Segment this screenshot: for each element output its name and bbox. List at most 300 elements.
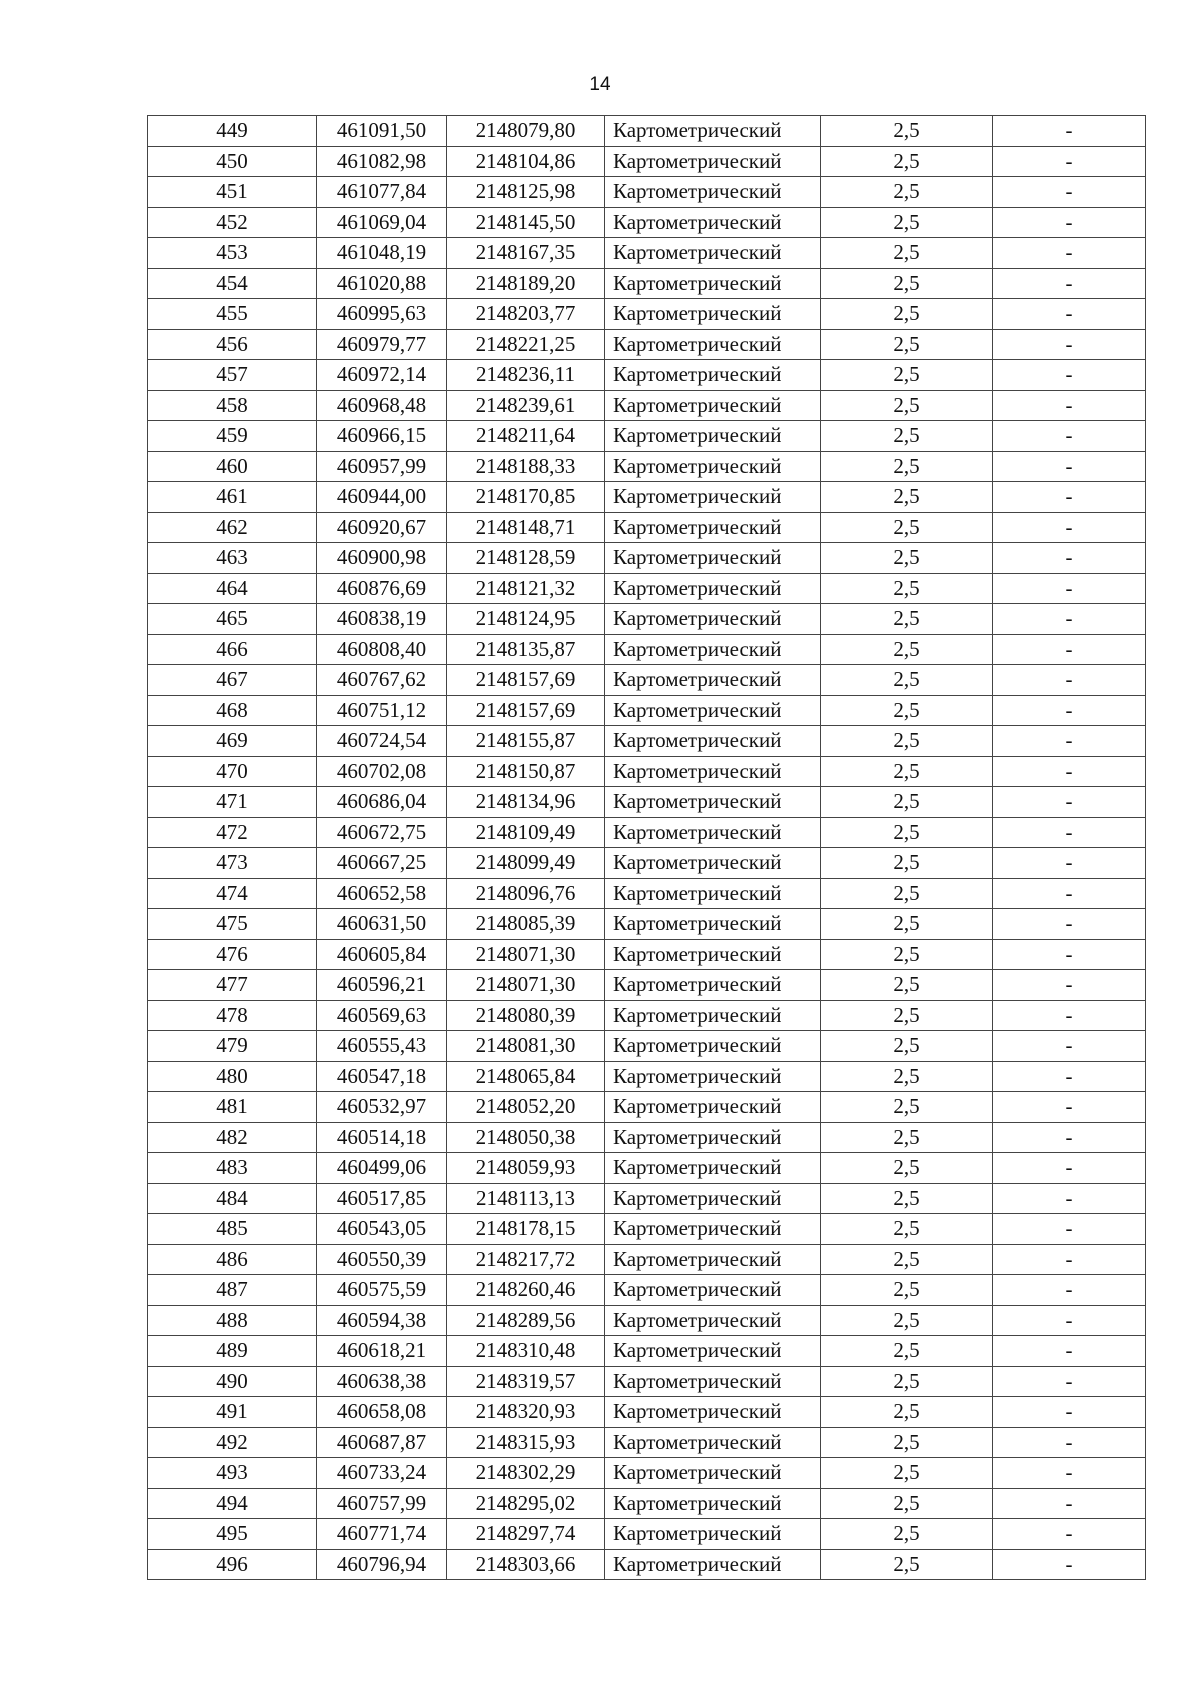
table-row [148, 1336, 1146, 1367]
note-cell: - [993, 1061, 1146, 1092]
table-row [148, 970, 1146, 1001]
point-number-cell: 457 [148, 360, 317, 391]
y-coordinate-cell: 2148295,02 [447, 1488, 605, 1519]
y-coordinate-cell: 2148124,95 [447, 604, 605, 635]
x-coordinate-cell: 460605,84 [317, 939, 447, 970]
y-coordinate-cell: 2148178,15 [447, 1214, 605, 1245]
y-coordinate-cell: 2148148,71 [447, 512, 605, 543]
point-number-cell: 469 [148, 726, 317, 757]
y-coordinate-cell: 2148203,77 [447, 299, 605, 330]
x-coordinate-cell: 460757,99 [317, 1488, 447, 1519]
x-coordinate-cell: 460687,87 [317, 1427, 447, 1458]
x-coordinate-cell: 460514,18 [317, 1122, 447, 1153]
x-coordinate-cell: 460838,19 [317, 604, 447, 635]
method-cell: Картометрический [605, 482, 821, 513]
y-coordinate-cell: 2148071,30 [447, 970, 605, 1001]
accuracy-cell: 2,5 [821, 1519, 993, 1550]
point-number-cell: 488 [148, 1305, 317, 1336]
note-cell: - [993, 543, 1146, 574]
x-coordinate-cell: 461020,88 [317, 268, 447, 299]
table-row [148, 512, 1146, 543]
accuracy-cell: 2,5 [821, 878, 993, 909]
note-cell: - [993, 360, 1146, 391]
point-number-cell: 453 [148, 238, 317, 269]
note-cell: - [993, 207, 1146, 238]
accuracy-cell: 2,5 [821, 1153, 993, 1184]
accuracy-cell: 2,5 [821, 970, 993, 1001]
x-coordinate-cell: 460532,97 [317, 1092, 447, 1123]
method-cell: Картометрический [605, 1061, 821, 1092]
point-number-cell: 458 [148, 390, 317, 421]
x-coordinate-cell: 460733,24 [317, 1458, 447, 1489]
method-cell: Картометрический [605, 543, 821, 574]
table-row [148, 1092, 1146, 1123]
table-row [148, 299, 1146, 330]
note-cell: - [993, 848, 1146, 879]
accuracy-cell: 2,5 [821, 116, 993, 147]
coordinates-table-body [148, 116, 1146, 1580]
method-cell: Картометрический [605, 360, 821, 391]
note-cell: - [993, 1275, 1146, 1306]
point-number-cell: 481 [148, 1092, 317, 1123]
y-coordinate-cell: 2148085,39 [447, 909, 605, 940]
accuracy-cell: 2,5 [821, 1092, 993, 1123]
point-number-cell: 491 [148, 1397, 317, 1428]
note-cell: - [993, 970, 1146, 1001]
x-coordinate-cell: 461077,84 [317, 177, 447, 208]
x-coordinate-cell: 460686,04 [317, 787, 447, 818]
table-row [148, 1031, 1146, 1062]
point-number-cell: 471 [148, 787, 317, 818]
y-coordinate-cell: 2148302,29 [447, 1458, 605, 1489]
y-coordinate-cell: 2148260,46 [447, 1275, 605, 1306]
note-cell: - [993, 695, 1146, 726]
accuracy-cell: 2,5 [821, 665, 993, 696]
x-coordinate-cell: 460767,62 [317, 665, 447, 696]
y-coordinate-cell: 2148310,48 [447, 1336, 605, 1367]
x-coordinate-cell: 460652,58 [317, 878, 447, 909]
accuracy-cell: 2,5 [821, 421, 993, 452]
accuracy-cell: 2,5 [821, 1031, 993, 1062]
note-cell: - [993, 329, 1146, 360]
table-row [148, 268, 1146, 299]
point-number-cell: 485 [148, 1214, 317, 1245]
y-coordinate-cell: 2148145,50 [447, 207, 605, 238]
y-coordinate-cell: 2148217,72 [447, 1244, 605, 1275]
x-coordinate-cell: 460543,05 [317, 1214, 447, 1245]
y-coordinate-cell: 2148135,87 [447, 634, 605, 665]
x-coordinate-cell: 460499,06 [317, 1153, 447, 1184]
accuracy-cell: 2,5 [821, 1305, 993, 1336]
method-cell: Картометрический [605, 756, 821, 787]
table-row [148, 695, 1146, 726]
point-number-cell: 475 [148, 909, 317, 940]
method-cell: Картометрический [605, 299, 821, 330]
y-coordinate-cell: 2148211,64 [447, 421, 605, 452]
x-coordinate-cell: 460968,48 [317, 390, 447, 421]
table-row [148, 573, 1146, 604]
table-row [148, 726, 1146, 757]
accuracy-cell: 2,5 [821, 1549, 993, 1580]
point-number-cell: 459 [148, 421, 317, 452]
note-cell: - [993, 177, 1146, 208]
accuracy-cell: 2,5 [821, 238, 993, 269]
method-cell: Картометрический [605, 726, 821, 757]
method-cell: Картометрический [605, 1122, 821, 1153]
y-coordinate-cell: 2148134,96 [447, 787, 605, 818]
accuracy-cell: 2,5 [821, 604, 993, 635]
method-cell: Картометрический [605, 1549, 821, 1580]
note-cell: - [993, 299, 1146, 330]
note-cell: - [993, 1397, 1146, 1428]
method-cell: Картометрический [605, 1244, 821, 1275]
table-row [148, 1427, 1146, 1458]
accuracy-cell: 2,5 [821, 543, 993, 574]
point-number-cell: 454 [148, 268, 317, 299]
method-cell: Картометрический [605, 604, 821, 635]
note-cell: - [993, 1488, 1146, 1519]
point-number-cell: 472 [148, 817, 317, 848]
method-cell: Картометрический [605, 329, 821, 360]
point-number-cell: 482 [148, 1122, 317, 1153]
y-coordinate-cell: 2148081,30 [447, 1031, 605, 1062]
note-cell: - [993, 238, 1146, 269]
accuracy-cell: 2,5 [821, 909, 993, 940]
accuracy-cell: 2,5 [821, 1458, 993, 1489]
table-row [148, 665, 1146, 696]
note-cell: - [993, 1031, 1146, 1062]
accuracy-cell: 2,5 [821, 1366, 993, 1397]
method-cell: Картометрический [605, 421, 821, 452]
table-row [148, 817, 1146, 848]
accuracy-cell: 2,5 [821, 1275, 993, 1306]
table-row [148, 1244, 1146, 1275]
x-coordinate-cell: 460751,12 [317, 695, 447, 726]
note-cell: - [993, 1336, 1146, 1367]
note-cell: - [993, 146, 1146, 177]
y-coordinate-cell: 2148121,32 [447, 573, 605, 604]
note-cell: - [993, 939, 1146, 970]
accuracy-cell: 2,5 [821, 451, 993, 482]
accuracy-cell: 2,5 [821, 390, 993, 421]
method-cell: Картометрический [605, 909, 821, 940]
coordinates-table [147, 115, 1146, 1580]
point-number-cell: 484 [148, 1183, 317, 1214]
accuracy-cell: 2,5 [821, 634, 993, 665]
x-coordinate-cell: 460618,21 [317, 1336, 447, 1367]
point-number-cell: 463 [148, 543, 317, 574]
x-coordinate-cell: 460957,99 [317, 451, 447, 482]
point-number-cell: 474 [148, 878, 317, 909]
y-coordinate-cell: 2148297,74 [447, 1519, 605, 1550]
accuracy-cell: 2,5 [821, 695, 993, 726]
table-row [148, 1519, 1146, 1550]
method-cell: Картометрический [605, 878, 821, 909]
table-row [148, 787, 1146, 818]
x-coordinate-cell: 460569,63 [317, 1000, 447, 1031]
point-number-cell: 449 [148, 116, 317, 147]
accuracy-cell: 2,5 [821, 268, 993, 299]
method-cell: Картометрический [605, 1153, 821, 1184]
point-number-cell: 496 [148, 1549, 317, 1580]
x-coordinate-cell: 460966,15 [317, 421, 447, 452]
note-cell: - [993, 451, 1146, 482]
x-coordinate-cell: 460594,38 [317, 1305, 447, 1336]
x-coordinate-cell: 460672,75 [317, 817, 447, 848]
y-coordinate-cell: 2148157,69 [447, 665, 605, 696]
point-number-cell: 489 [148, 1336, 317, 1367]
note-cell: - [993, 787, 1146, 818]
x-coordinate-cell: 460667,25 [317, 848, 447, 879]
accuracy-cell: 2,5 [821, 939, 993, 970]
x-coordinate-cell: 460771,74 [317, 1519, 447, 1550]
y-coordinate-cell: 2148080,39 [447, 1000, 605, 1031]
x-coordinate-cell: 461082,98 [317, 146, 447, 177]
method-cell: Картометрический [605, 1488, 821, 1519]
table-row [148, 939, 1146, 970]
x-coordinate-cell: 460876,69 [317, 573, 447, 604]
y-coordinate-cell: 2148150,87 [447, 756, 605, 787]
method-cell: Картометрический [605, 1427, 821, 1458]
accuracy-cell: 2,5 [821, 299, 993, 330]
y-coordinate-cell: 2148128,59 [447, 543, 605, 574]
method-cell: Картометрический [605, 1214, 821, 1245]
method-cell: Картометрический [605, 146, 821, 177]
y-coordinate-cell: 2148109,49 [447, 817, 605, 848]
note-cell: - [993, 482, 1146, 513]
x-coordinate-cell: 460995,63 [317, 299, 447, 330]
method-cell: Картометрический [605, 573, 821, 604]
method-cell: Картометрический [605, 1275, 821, 1306]
table-row [148, 848, 1146, 879]
note-cell: - [993, 390, 1146, 421]
y-coordinate-cell: 2148052,20 [447, 1092, 605, 1123]
table-row [148, 116, 1146, 147]
x-coordinate-cell: 460517,85 [317, 1183, 447, 1214]
accuracy-cell: 2,5 [821, 512, 993, 543]
table-row [148, 177, 1146, 208]
method-cell: Картометрический [605, 268, 821, 299]
note-cell: - [993, 817, 1146, 848]
note-cell: - [993, 512, 1146, 543]
note-cell: - [993, 1000, 1146, 1031]
point-number-cell: 486 [148, 1244, 317, 1275]
y-coordinate-cell: 2148170,85 [447, 482, 605, 513]
point-number-cell: 487 [148, 1275, 317, 1306]
table-row [148, 390, 1146, 421]
note-cell: - [993, 421, 1146, 452]
point-number-cell: 473 [148, 848, 317, 879]
note-cell: - [993, 116, 1146, 147]
x-coordinate-cell: 460724,54 [317, 726, 447, 757]
table-row [148, 543, 1146, 574]
table-row [148, 207, 1146, 238]
y-coordinate-cell: 2148155,87 [447, 726, 605, 757]
y-coordinate-cell: 2148099,49 [447, 848, 605, 879]
method-cell: Картометрический [605, 665, 821, 696]
table-row [148, 1549, 1146, 1580]
table-row [148, 1366, 1146, 1397]
note-cell: - [993, 665, 1146, 696]
table-row [148, 1305, 1146, 1336]
method-cell: Картометрический [605, 1458, 821, 1489]
table-row [148, 1458, 1146, 1489]
x-coordinate-cell: 460638,38 [317, 1366, 447, 1397]
table-row [148, 482, 1146, 513]
accuracy-cell: 2,5 [821, 817, 993, 848]
x-coordinate-cell: 460596,21 [317, 970, 447, 1001]
point-number-cell: 465 [148, 604, 317, 635]
accuracy-cell: 2,5 [821, 1397, 993, 1428]
table-row [148, 1488, 1146, 1519]
method-cell: Картометрический [605, 634, 821, 665]
point-number-cell: 479 [148, 1031, 317, 1062]
table-row [148, 421, 1146, 452]
y-coordinate-cell: 2148167,35 [447, 238, 605, 269]
accuracy-cell: 2,5 [821, 146, 993, 177]
table-row [148, 1153, 1146, 1184]
method-cell: Картометрический [605, 1366, 821, 1397]
accuracy-cell: 2,5 [821, 1427, 993, 1458]
x-coordinate-cell: 460658,08 [317, 1397, 447, 1428]
y-coordinate-cell: 2148320,93 [447, 1397, 605, 1428]
note-cell: - [993, 726, 1146, 757]
x-coordinate-cell: 460547,18 [317, 1061, 447, 1092]
x-coordinate-cell: 461048,19 [317, 238, 447, 269]
x-coordinate-cell: 460972,14 [317, 360, 447, 391]
accuracy-cell: 2,5 [821, 1000, 993, 1031]
accuracy-cell: 2,5 [821, 787, 993, 818]
accuracy-cell: 2,5 [821, 726, 993, 757]
table-row [148, 756, 1146, 787]
point-number-cell: 477 [148, 970, 317, 1001]
method-cell: Картометрический [605, 1000, 821, 1031]
note-cell: - [993, 1549, 1146, 1580]
note-cell: - [993, 1244, 1146, 1275]
accuracy-cell: 2,5 [821, 1061, 993, 1092]
method-cell: Картометрический [605, 1031, 821, 1062]
point-number-cell: 467 [148, 665, 317, 696]
y-coordinate-cell: 2148239,61 [447, 390, 605, 421]
x-coordinate-cell: 460550,39 [317, 1244, 447, 1275]
method-cell: Картометрический [605, 1397, 821, 1428]
point-number-cell: 480 [148, 1061, 317, 1092]
method-cell: Картометрический [605, 1305, 821, 1336]
method-cell: Картометрический [605, 787, 821, 818]
point-number-cell: 478 [148, 1000, 317, 1031]
table-row [148, 360, 1146, 391]
point-number-cell: 461 [148, 482, 317, 513]
method-cell: Картометрический [605, 512, 821, 543]
point-number-cell: 450 [148, 146, 317, 177]
method-cell: Картометрический [605, 207, 821, 238]
x-coordinate-cell: 460808,40 [317, 634, 447, 665]
x-coordinate-cell: 460920,67 [317, 512, 447, 543]
y-coordinate-cell: 2148188,33 [447, 451, 605, 482]
accuracy-cell: 2,5 [821, 329, 993, 360]
accuracy-cell: 2,5 [821, 177, 993, 208]
y-coordinate-cell: 2148315,93 [447, 1427, 605, 1458]
note-cell: - [993, 1092, 1146, 1123]
accuracy-cell: 2,5 [821, 1244, 993, 1275]
note-cell: - [993, 1458, 1146, 1489]
x-coordinate-cell: 460796,94 [317, 1549, 447, 1580]
point-number-cell: 451 [148, 177, 317, 208]
page-number: 14 [589, 74, 611, 95]
note-cell: - [993, 1153, 1146, 1184]
method-cell: Картометрический [605, 1092, 821, 1123]
accuracy-cell: 2,5 [821, 1183, 993, 1214]
table-row [148, 238, 1146, 269]
point-number-cell: 462 [148, 512, 317, 543]
note-cell: - [993, 1519, 1146, 1550]
table-row [148, 604, 1146, 635]
point-number-cell: 483 [148, 1153, 317, 1184]
method-cell: Картометрический [605, 939, 821, 970]
y-coordinate-cell: 2148125,98 [447, 177, 605, 208]
method-cell: Картометрический [605, 238, 821, 269]
note-cell: - [993, 1427, 1146, 1458]
accuracy-cell: 2,5 [821, 1214, 993, 1245]
method-cell: Картометрический [605, 817, 821, 848]
note-cell: - [993, 1305, 1146, 1336]
method-cell: Картометрический [605, 116, 821, 147]
table-row [148, 1061, 1146, 1092]
table-row [148, 878, 1146, 909]
y-coordinate-cell: 2148113,13 [447, 1183, 605, 1214]
method-cell: Картометрический [605, 695, 821, 726]
point-number-cell: 493 [148, 1458, 317, 1489]
table-row [148, 1000, 1146, 1031]
x-coordinate-cell: 460944,00 [317, 482, 447, 513]
accuracy-cell: 2,5 [821, 573, 993, 604]
accuracy-cell: 2,5 [821, 1336, 993, 1367]
y-coordinate-cell: 2148289,56 [447, 1305, 605, 1336]
note-cell: - [993, 1366, 1146, 1397]
point-number-cell: 455 [148, 299, 317, 330]
y-coordinate-cell: 2148059,93 [447, 1153, 605, 1184]
method-cell: Картометрический [605, 970, 821, 1001]
accuracy-cell: 2,5 [821, 207, 993, 238]
x-coordinate-cell: 460555,43 [317, 1031, 447, 1062]
method-cell: Картометрический [605, 1519, 821, 1550]
table-row [148, 1122, 1146, 1153]
table-row [148, 1275, 1146, 1306]
x-coordinate-cell: 460900,98 [317, 543, 447, 574]
y-coordinate-cell: 2148221,25 [447, 329, 605, 360]
accuracy-cell: 2,5 [821, 756, 993, 787]
table-row [148, 1397, 1146, 1428]
point-number-cell: 494 [148, 1488, 317, 1519]
table-row [148, 634, 1146, 665]
x-coordinate-cell: 460575,59 [317, 1275, 447, 1306]
y-coordinate-cell: 2148303,66 [447, 1549, 605, 1580]
y-coordinate-cell: 2148104,86 [447, 146, 605, 177]
y-coordinate-cell: 2148189,20 [447, 268, 605, 299]
method-cell: Картометрический [605, 848, 821, 879]
point-number-cell: 456 [148, 329, 317, 360]
note-cell: - [993, 1122, 1146, 1153]
method-cell: Картометрический [605, 451, 821, 482]
point-number-cell: 495 [148, 1519, 317, 1550]
point-number-cell: 460 [148, 451, 317, 482]
y-coordinate-cell: 2148050,38 [447, 1122, 605, 1153]
point-number-cell: 468 [148, 695, 317, 726]
y-coordinate-cell: 2148065,84 [447, 1061, 605, 1092]
point-number-cell: 490 [148, 1366, 317, 1397]
table-row [148, 329, 1146, 360]
method-cell: Картометрический [605, 390, 821, 421]
